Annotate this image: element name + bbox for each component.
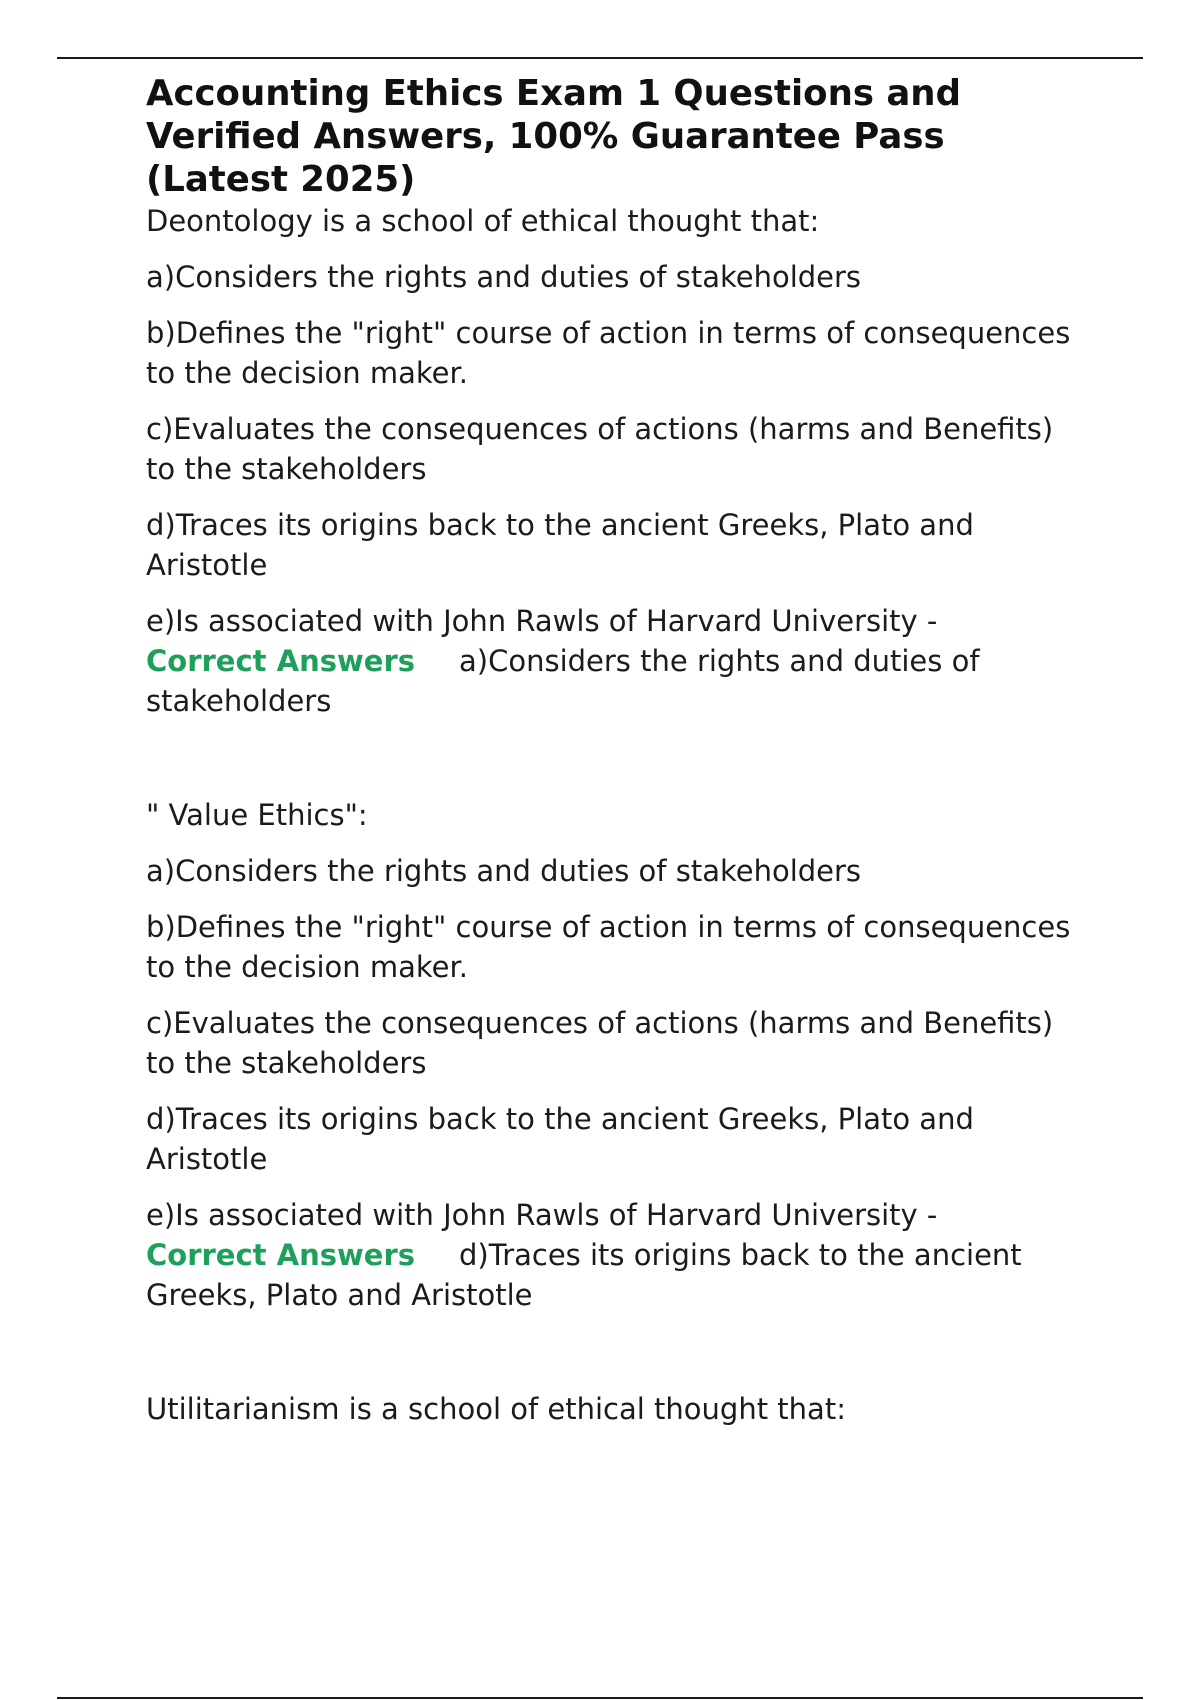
top-divider xyxy=(57,57,1143,59)
correct-answers-label: Correct Answers xyxy=(146,644,416,678)
question-stem: Deontology is a school of ethical thought that: xyxy=(146,204,820,238)
document-title: Accounting Ethics Exam 1 Questions and Verified Answers, 100% Guarantee Pass (Latest 2025) xyxy=(146,73,961,200)
document-body xyxy=(146,72,1086,1429)
correct-answer xyxy=(146,641,1086,721)
option-b: b)Defines the "right" course of action in terms of consequences to the decision maker. xyxy=(146,316,1071,390)
correct-answer-text: d)Traces its origins back to the ancient Greeks, Plato and Aristotle xyxy=(146,1238,1022,1312)
question-deontology xyxy=(146,201,1086,721)
option-c: c)Evaluates the consequences of actions (harms and Benefits) to the stakeholders xyxy=(146,412,1054,486)
correct-answers-label: Correct Answers xyxy=(146,1238,416,1272)
option-a: a)Considers the rights and duties of stakeholders xyxy=(146,260,862,294)
option-c: c)Evaluates the consequences of actions (harms and Benefits) to the stakeholders xyxy=(146,1006,1054,1080)
option-d: d)Traces its origins back to the ancient Greeks, Plato and Aristotle xyxy=(146,508,974,582)
correct-answer-text: a)Considers the rights and duties of stakeholders xyxy=(146,644,980,718)
option-e: e)Is associated with John Rawls of Harvard University - xyxy=(146,1198,938,1232)
question-utilitarianism xyxy=(146,1389,1086,1429)
correct-answer xyxy=(146,1235,1086,1315)
option-d: d)Traces its origins back to the ancient Greeks, Plato and Aristotle xyxy=(146,1102,974,1176)
question-stem: Utilitarianism is a school of ethical thought that: xyxy=(146,1392,846,1426)
bottom-divider xyxy=(57,1697,1143,1699)
question-value-ethics xyxy=(146,795,1086,1315)
option-b: b)Defines the "right" course of action in terms of consequences to the decision maker. xyxy=(146,910,1071,984)
option-e: e)Is associated with John Rawls of Harvard University - xyxy=(146,604,938,638)
question-stem: " Value Ethics": xyxy=(146,798,368,832)
option-a: a)Considers the rights and duties of stakeholders xyxy=(146,854,862,888)
